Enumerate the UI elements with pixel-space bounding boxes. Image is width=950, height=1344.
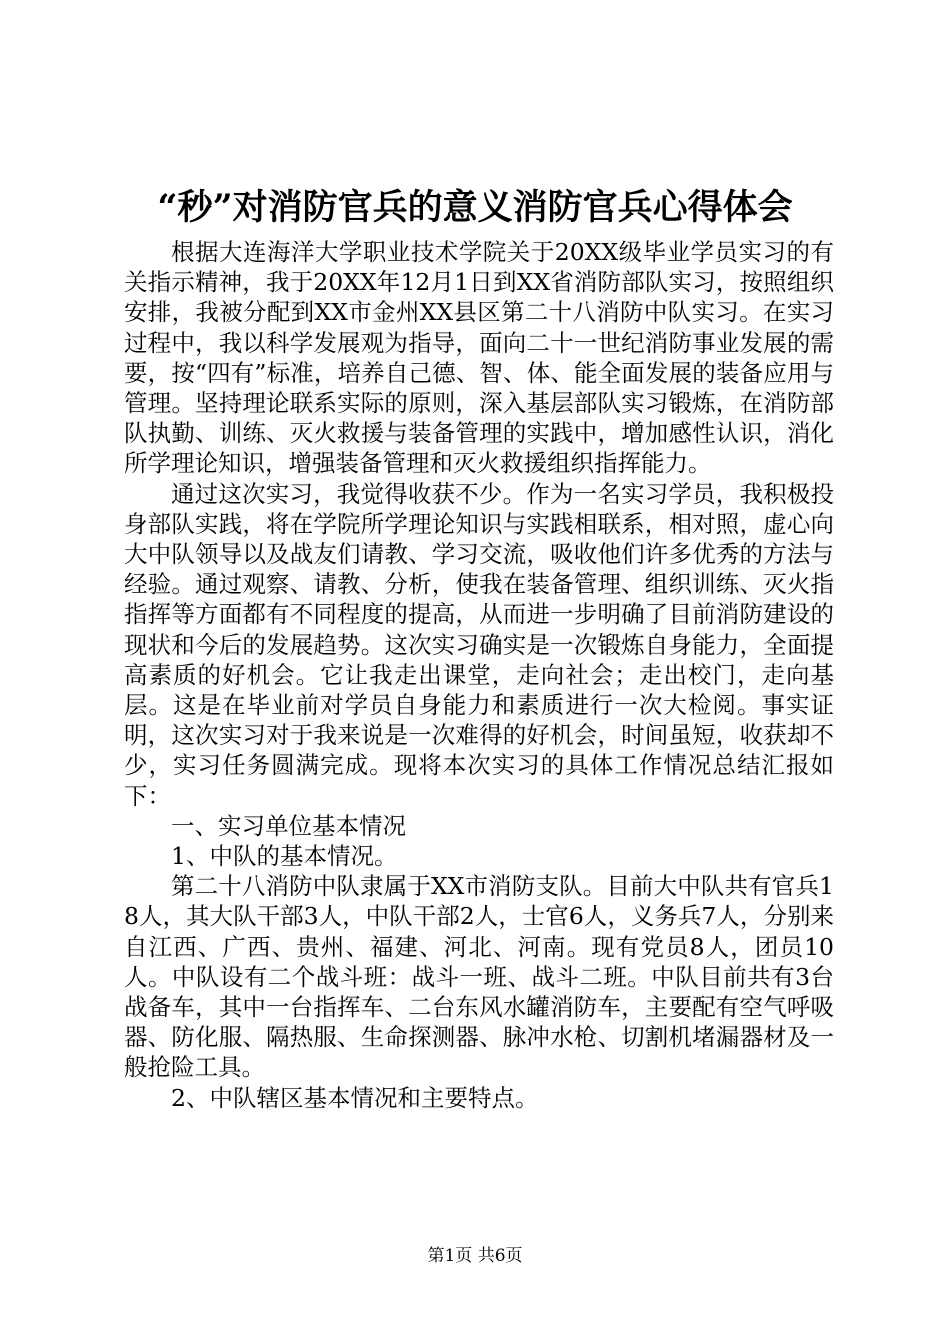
page-number-footer: 第1页 共6页 [427,1246,523,1266]
subsection-heading-squad-info: 1、中队的基本情况。 [171,842,398,871]
paragraph-squad-details: 第二十八消防中队隶属于XX市消防支队。目前大中队共有官兵18人，其大队干部3人，中队干部2人，士官6人，义务兵7人，分别来自江西、广西、贵州、福建、河北、河南。现有党员8人，团员10人。中队设有二个战斗班：战斗一班、战斗二班。中队目前共有3台战备车，其中一台指挥车、二台东风水罐消防车，主要配有空气呼吸器、防化服、隔热服、生命探测器、脉冲水枪、切割机堵漏器材及一般抢险工具。 [124,872,834,1082]
document-body [124,237,834,1113]
paragraph-gains: 通过这次实习，我觉得收获不少。作为一名实习学员，我积极投身部队实践，将在学院所学理论知识与实践相联系，相对照，虚心向大中队领导以及战友们请教、学习交流，吸收他们许多优秀的方法与经验。通过观察、请教、分析，使我在装备管理、组织训练、灭火指指挥等方面都有不同程度的提高，从而进一步明确了目前消防建设的现状和今后的发展趋势。这次实习确实是一次锻炼自身能力，全面提高素质的好机会。它让我走出课堂，走向社会；走出校门，走向基层。这是在毕业前对学员自身能力和素质进行一次大检阅。事实证明，这次实习对于我来说是一次难得的好机会，时间虽短，收获却不少，实习任务圆满完成。现将本次实习的具体工作情况总结汇报如下： [124,479,834,810]
document-title: “秒”对消防官兵的意义消防官兵心得体会 [157,187,793,228]
subsection-heading-district-info: 2、中队辖区基本情况和主要特点。 [171,1083,539,1112]
section-heading-unit-info: 一、实习单位基本情况 [171,811,406,840]
paragraph-intro: 根据大连海洋大学职业技术学院关于20XX级毕业学员实习的有关指示精神，我于20XX年12月1日到XX省消防部队实习，按照组织安排，我被分配到XX市金州XX县区第二十八消防中队实习。在实习过程中，我以科学发展观为指导，面向二十一世纪消防事业发展的需要，按“四有”标准，培养自己德、智、体、能全面发展的装备应用与管理。坚持理论联系实际的原则，深入基层部队实习锻炼，在消防部队执勤、训练、灭火救援与装备管理的实践中，增加感性认识，消化所学理论知识，增强装备管理和灭火救援组织指挥能力。 [124,238,834,478]
